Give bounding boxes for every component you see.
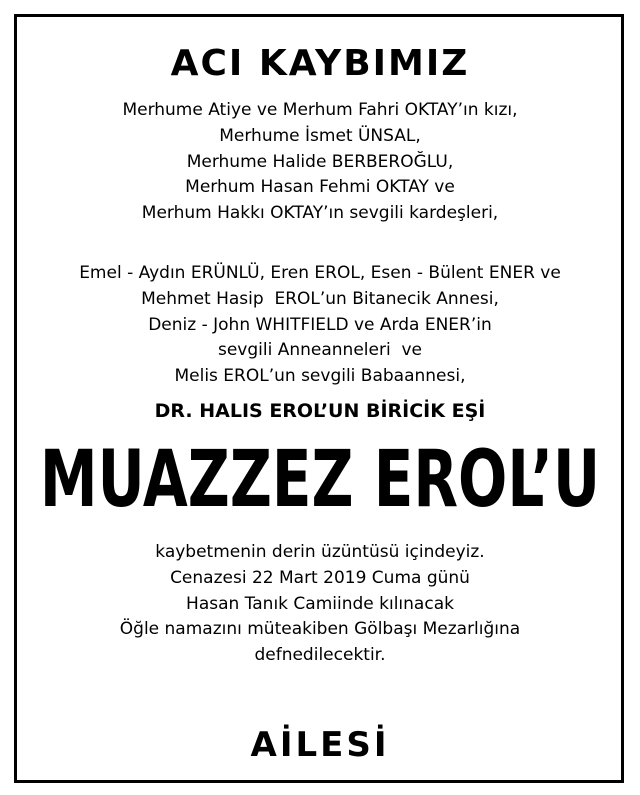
- deceased-name: [0, 433, 640, 525]
- relatives-line: Merhum Hakkı OKTAY’ın sevgili kardeşleri,: [141, 203, 499, 224]
- relatives-line: Merhume İsmet ÜNSAL,: [219, 125, 421, 146]
- children-line: sevgili Anneanneleri ve: [217, 340, 423, 361]
- relatives-paragraph: [0, 98, 640, 227]
- children-line: Emel - Aydın ERÜNLÜ, Eren EROL, Esen - Bülent ENER ve: [79, 263, 561, 283]
- family-signature: AİLESİ: [250, 725, 390, 765]
- children-line: Mehmet Hasip EROL’un Bitanecik Annesi,: [141, 288, 499, 309]
- relatives-line: Merhume Atiye ve Merhum Fahri OKTAY’ın kızı,: [122, 100, 518, 120]
- funeral-line: kaybetmenin derin üzüntüsü içindeyiz.: [155, 542, 485, 562]
- funeral-line: defnedilecektir.: [254, 645, 386, 666]
- children-line: Deniz - John WHITFIELD ve Arda ENER’in: [148, 314, 492, 335]
- spouse-line: DR. HALIS EROL’UN BİRİCİK EŞİ: [154, 400, 486, 422]
- funeral-line: Öğle namazını müteakiben Gölbaşı Mezarlığına: [119, 619, 521, 640]
- funeral-paragraph: [0, 540, 640, 669]
- relatives-line: Merhume Halide BERBEROĞLU,: [186, 151, 454, 172]
- children-line: Melis EROL’un sevgili Babaannesi,: [174, 366, 466, 387]
- deceased-name-text: MUAZZEZ EROL’U: [39, 433, 601, 525]
- relatives-line: Merhum Hasan Fehmi OKTAY ve: [185, 177, 455, 198]
- notice-title: ACI KAYBIMIZ: [170, 43, 470, 84]
- funeral-line: Cenazesi 22 Mart 2019 Cuma günü: [170, 567, 470, 588]
- funeral-line: Hasan Tanık Camiinde kılınacak: [186, 593, 454, 614]
- children-paragraph: [0, 261, 640, 390]
